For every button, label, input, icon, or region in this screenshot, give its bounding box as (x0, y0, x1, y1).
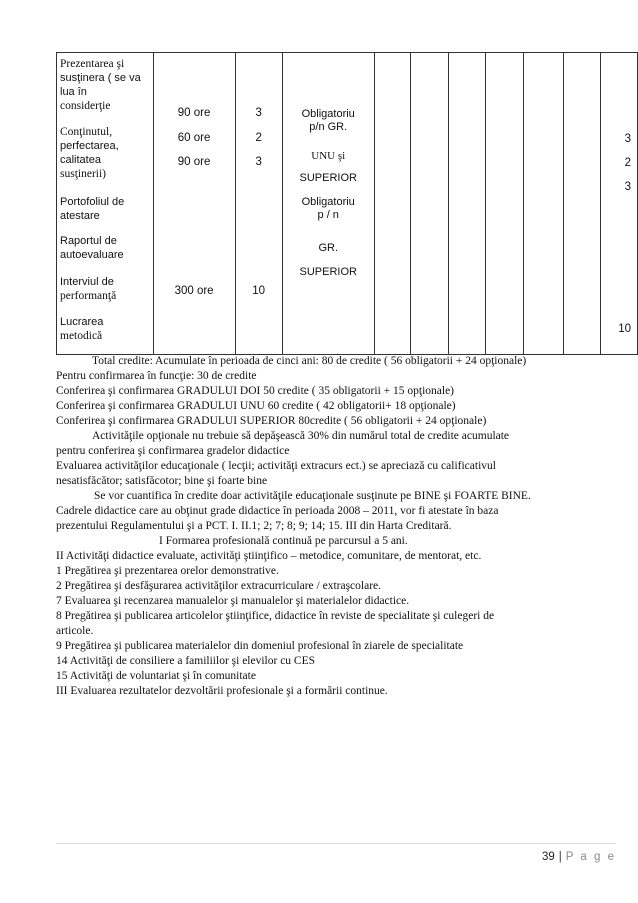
text-line: metodică (60, 330, 103, 342)
obligation-cell (282, 53, 374, 355)
text-line: autoevaluare (60, 249, 124, 261)
text-line: susţinera ( se va (60, 72, 141, 84)
text-line: Conferirea şi confirmarea GRADULUI UNU 60 credite ( 42 obligatorii+ 18 opţionale) (56, 400, 456, 412)
text-line: nesatisfăcător; satisfăcotor; bine şi foarte bine (56, 475, 268, 487)
empty-cell (523, 53, 563, 355)
text-line: Obligatoriu (301, 108, 355, 120)
text-line: atestare (60, 210, 100, 222)
list-item: 1 Pregătirea şi prezentarea orelor demonstrative. (56, 565, 279, 577)
empty-cell (563, 53, 600, 355)
text-line: Conţinutul, (60, 126, 113, 138)
last-credits-cell (601, 53, 638, 355)
credits-value: 3 (255, 156, 262, 168)
credits-value: 2 (255, 132, 262, 144)
text-line: Conferirea şi confirmarea GRADULUI SUPERIOR 80credite ( 56 obligatorii + 24 opţionale) (56, 415, 487, 427)
obligation-text: GR. (318, 242, 338, 254)
text-line: Evaluarea activităţilor educaţionale ( lecţii; activităţi extracurs ect.) se apreciază cu calificativul (56, 460, 496, 472)
empty-cell (374, 53, 411, 355)
text-line: Se vor cuantifica în credite doar activităţile educaţionale susţinute pe BINE şi FOARTE BINE. (94, 490, 531, 502)
label-interviul (60, 275, 152, 303)
list-item: 2 Pregătirea şi desfăşurarea activităţilor extracurriculare / extraşcolare. (56, 580, 382, 592)
section-heading: III Evaluarea rezultatelor dezvoltării profesionale şi a formării continue. (56, 685, 388, 697)
footer-divider (56, 843, 616, 844)
credits-value: 10 (252, 285, 266, 297)
list-item: 7 Evaluarea şi recenzarea manualelor şi manualelor şi materialelor didactice. (56, 595, 410, 607)
text-line: Prezentarea şi (60, 58, 125, 70)
obligation-text: SUPERIOR (299, 266, 357, 278)
page-footer (542, 851, 616, 863)
credits-value: 10 (618, 323, 631, 335)
text-line: Lucrarea (60, 316, 104, 328)
obligation-text (283, 196, 374, 222)
hours-value: 60 ore (177, 132, 211, 144)
text-line: Activităţile opţionale nu trebuie să depăşească 30% din numărul total de credite acumulate (92, 430, 510, 442)
list-item: 15 Activităţi de voluntariat şi în comunitate (56, 670, 256, 682)
hours-value: 300 ore (174, 285, 214, 297)
text-line: calitatea (60, 154, 101, 166)
text-line: Conferirea şi confirmarea GRADULUI DOI 50 credite ( 35 obligatorii + 15 opţionale) (56, 385, 455, 397)
text-line: Obligatoriu (301, 196, 355, 208)
text-line: Portofoliul de (60, 196, 125, 208)
credits-table (56, 52, 638, 355)
list-item: 14 Activităţi de consiliere a familiilor şi elevilor cu CES (56, 655, 316, 667)
empty-cell (411, 53, 448, 355)
text-line: lua în (60, 86, 87, 98)
section-heading: I Formarea profesională continuă pe parcursul a 5 ani. (159, 535, 408, 547)
footer-separator: | (558, 851, 562, 863)
obligation-text: SUPERIOR (299, 172, 357, 184)
page-number: 39 (541, 851, 555, 863)
list-item: 9 Pregătirea şi publicarea materialelor din domeniul profesional în ziarele de specialitate (56, 640, 464, 652)
label-lucrarea (60, 315, 152, 343)
text-line: performanţă (60, 290, 117, 302)
credits-value: 3 (624, 181, 631, 193)
label-prezentarea (60, 57, 152, 113)
obligation-text (283, 108, 374, 134)
label-raportul (60, 234, 152, 262)
text-line: perfectarea, (60, 140, 119, 152)
text-line: Cadrele didactice care au obţinut grade didactice în perioada 2008 – 2011, vor fi atestate în baza (56, 505, 499, 517)
credits-cell (235, 53, 282, 355)
obligation-text: UNU şi (311, 150, 346, 162)
hours-value: 90 ore (177, 107, 211, 119)
label-portofoliu (60, 195, 152, 223)
hours-value: 90 ore (177, 156, 211, 168)
label-continutul (60, 125, 152, 181)
text-line: pentru conferirea şi confirmarea gradelor didactice (56, 445, 290, 457)
text-line: Interviul de (60, 276, 114, 288)
activity-cell (57, 53, 154, 355)
text-line: Pentru confirmarea în funcţie: 30 de credite (56, 370, 257, 382)
list-item-continuation: articole. (56, 625, 94, 637)
credits-value: 3 (624, 133, 631, 145)
hours-cell (153, 53, 235, 355)
text-line: susţinerii) (60, 168, 106, 180)
section-heading: II Activităţi didactice evaluate, activităţi ştiinţifico – metodice, comunitare, de mentorat, etc. (56, 550, 482, 562)
text-line: Total credite: Acumulate în perioada de cinci ani: 80 de credite ( 56 obligatorii + 24 opţionale) (92, 355, 527, 367)
text-line: prezentului Regulamentului şi a PCT. I. II.1; 2; 7; 8; 9; 14; 15. III din Harta Creditară. (56, 520, 452, 532)
text-line: considerţie (60, 100, 111, 112)
text-line: Raportul de (60, 235, 117, 247)
text-line: p / n (317, 209, 339, 221)
credits-value: 2 (624, 157, 631, 169)
credits-value: 3 (255, 107, 262, 119)
table-row (57, 53, 638, 355)
text-line: p/n GR. (309, 121, 348, 133)
page-word: P a g e (565, 851, 616, 863)
list-item: 8 Pregătirea şi publicarea articolelor ştiinţifice, didactice în reviste de specialitate şi culegeri de (56, 610, 495, 622)
empty-cell (486, 53, 523, 355)
empty-cell (448, 53, 485, 355)
